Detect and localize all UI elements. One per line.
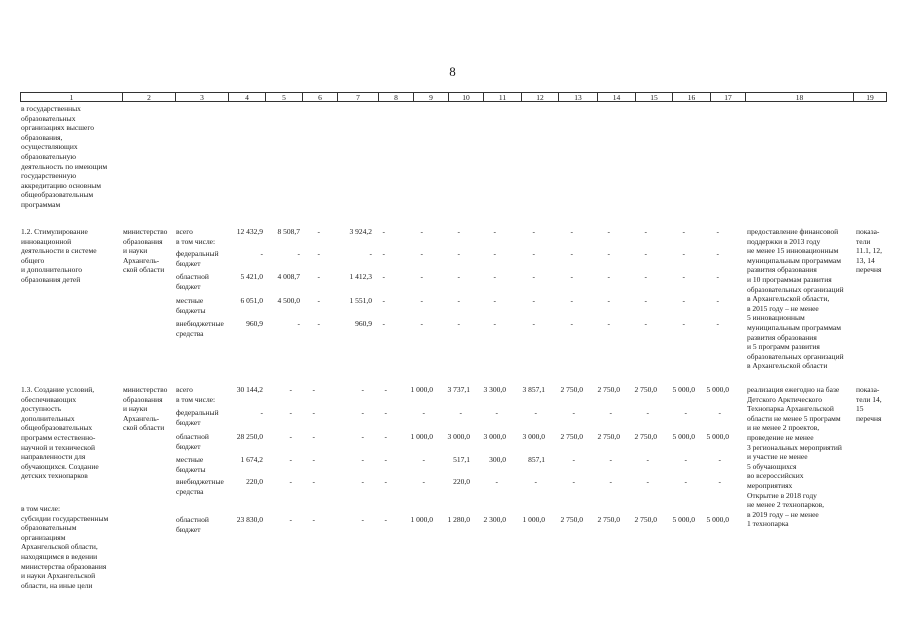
s12-result-line: в 2015 году – не менее [747, 303, 819, 313]
s13-value: - [384, 385, 387, 394]
cont-text-line: образования, [21, 132, 63, 142]
s13-subsidy-line: образовательным [21, 523, 77, 533]
s13-value: - [384, 477, 387, 486]
header-col-19: 19 [853, 92, 887, 102]
s13-subsidy-value: 2 300,0 [483, 515, 506, 524]
s13-value: - [260, 408, 263, 417]
s12-value: 4 500,0 [277, 296, 300, 305]
s13-value: - [646, 455, 649, 464]
s13-source-label: всего [176, 385, 193, 394]
s13-value: - [572, 408, 575, 417]
s13-value: - [684, 408, 687, 417]
s13-source-label: бюджет [176, 441, 201, 451]
s13-name-line: 1.3. Создание условий, [21, 385, 95, 394]
header-col-15: 15 [635, 92, 672, 102]
s13-result-line: 5 обучающихся [747, 461, 797, 471]
s12-value: - [493, 249, 496, 258]
s12-value: 8 508,7 [277, 227, 300, 236]
s13-subsidy-value: 1 000,0 [410, 515, 433, 524]
s12-value: - [532, 272, 535, 281]
s13-result-line: в 2019 году – не менее [747, 509, 819, 519]
s12-value: - [382, 319, 385, 328]
s13-value: 5 000,0 [672, 432, 695, 441]
s13-name-line: программ естественно- [21, 433, 96, 442]
header-col-5: 5 [265, 92, 302, 102]
s13-value: - [718, 408, 721, 417]
s13-result-line: реализация ежегодно на базе [747, 385, 840, 394]
s13-value: 1 000,0 [410, 432, 433, 441]
s13-source-label: федеральный [176, 408, 219, 417]
s13-result-line: 1 технопарка [747, 519, 789, 529]
s12-value: - [644, 272, 647, 281]
s13-subsidy-line: и науки Архангельской [21, 571, 96, 581]
s12-value: 960,9 [355, 319, 372, 328]
s13-value: - [422, 455, 425, 464]
s12-result-line: развития образования [747, 265, 817, 275]
s13-value: - [361, 432, 364, 441]
s12-source-label: областной [176, 272, 209, 281]
s13-subsidy-value: 2 750,0 [560, 515, 583, 524]
s13-subsidy-line: министерства образования [21, 561, 107, 571]
s13-value: 3 000,0 [522, 432, 545, 441]
s12-indicator-line: 13, 14 [856, 255, 875, 265]
s12-value: - [493, 272, 496, 281]
cont-text-line: образовательную [21, 152, 77, 161]
s12-result-line: развития образования [747, 332, 817, 342]
s12-value: 1 412,3 [349, 272, 372, 281]
s13-value: - [361, 455, 364, 464]
s12-value: - [457, 227, 460, 236]
s12-indicator-line: тели [856, 236, 871, 246]
s13-value: 3 300,0 [483, 385, 506, 394]
s13-subsidy-value: 1 280,0 [447, 515, 470, 524]
cont-text-line: организациях высшего [21, 123, 94, 133]
s13-value: - [422, 408, 425, 417]
s13-value: - [718, 477, 721, 486]
s12-value: - [570, 319, 573, 328]
s13-value: - [646, 408, 649, 417]
s12-value: - [382, 296, 385, 305]
s13-value: - [384, 455, 387, 464]
s12-result-line: в Архангельской области [747, 361, 828, 371]
s12-value: - [493, 227, 496, 236]
header-col-10: 10 [448, 92, 483, 102]
s12-result-line: образовательных организаций [747, 351, 844, 361]
cont-text-line: аккредитацию основным [21, 180, 101, 190]
s13-source-label: в том числе: [176, 394, 216, 404]
s13-value: - [572, 455, 575, 464]
s13-subsidy-line: организациям [21, 532, 66, 542]
s12-value: - [682, 249, 685, 258]
header-col-11: 11 [483, 92, 521, 102]
header-col-17: 17 [710, 92, 745, 102]
s12-value: 5 421,0 [240, 272, 263, 281]
s13-result-line: и не менее 2 проектов, [747, 423, 820, 433]
s13-name-line: общеобразовательных [21, 423, 93, 433]
s12-value: - [607, 296, 610, 305]
s12-value: - [369, 249, 372, 258]
s12-value: - [682, 227, 685, 236]
s12-value: - [382, 249, 385, 258]
s13-name-line: доступность [21, 404, 62, 414]
s13-name-line: детских технопарков [21, 471, 88, 481]
s12-result-line: муниципальным программам [747, 255, 841, 265]
s13-value: 28 250,0 [236, 432, 263, 441]
s13-value: - [646, 477, 649, 486]
header-col-9: 9 [413, 92, 448, 102]
s13-subsidy-source-label: областной [176, 515, 209, 524]
s13-executor-line: и науки [123, 404, 148, 414]
s12-value: - [420, 319, 423, 328]
s13-value: - [312, 385, 315, 394]
s12-executor-line: образования [123, 236, 163, 246]
s13-value: - [289, 408, 292, 417]
s13-source-label: средства [176, 486, 204, 496]
s13-indicator-line: перечня [856, 413, 882, 423]
s12-value: - [317, 319, 320, 328]
s13-value: - [718, 455, 721, 464]
s13-name-line: направленности для [21, 452, 86, 462]
s13-value: - [609, 477, 612, 486]
s13-executor-line: министерство [123, 385, 168, 394]
cont-text-line: программам [21, 200, 61, 209]
header-col-13: 13 [558, 92, 597, 102]
s13-source-label: бюджеты [176, 464, 206, 474]
s12-name-line: образования детей [21, 275, 81, 284]
s12-value: - [716, 272, 719, 281]
s13-value: 5 000,0 [672, 385, 695, 394]
s13-value: 517,1 [453, 455, 470, 464]
s12-name-line: инновационной [21, 236, 72, 246]
s12-name-line: общего [21, 255, 45, 265]
s13-value: 2 750,0 [634, 385, 657, 394]
s13-value: 1 000,0 [410, 385, 433, 394]
s13-value: 220,0 [453, 477, 470, 486]
s12-executor-line: ской области [123, 265, 165, 275]
s13-result-line: мероприятиях [747, 481, 793, 490]
s13-value: - [422, 477, 425, 486]
s13-value: - [312, 408, 315, 417]
header-col-18: 18 [745, 92, 853, 102]
s13-result-line: Открытие в 2018 году [747, 490, 817, 500]
s12-result-line: 5 инновационным [747, 313, 805, 323]
cont-text-line: деятельность по имеющим [21, 161, 108, 171]
s13-value: 857,1 [528, 455, 545, 464]
s13-value: 30 144,2 [236, 385, 263, 394]
s12-value: - [570, 272, 573, 281]
s12-result-line: предоставление финансовой [747, 227, 839, 236]
s13-subsidy-value: 2 750,0 [634, 515, 657, 524]
s13-name-line: дополнительных [21, 413, 75, 423]
s13-indicator-line: тели 14, [856, 394, 882, 404]
s13-subsidy-value: - [289, 515, 292, 524]
s12-result-line: поддержки в 2013 году [747, 236, 821, 246]
s12-source-label: бюджет [176, 258, 201, 268]
s12-value: - [420, 272, 423, 281]
s13-value: - [289, 455, 292, 464]
s13-value: - [361, 385, 364, 394]
header-col-6: 6 [302, 92, 337, 102]
s13-value: 2 750,0 [634, 432, 657, 441]
s12-value: - [297, 319, 300, 328]
s13-value: - [684, 455, 687, 464]
s13-executor-line: образования [123, 394, 163, 404]
cont-text-line: в государственных [21, 104, 81, 113]
header-col-1: 1 [20, 92, 122, 102]
cont-text-line: образовательных [21, 113, 76, 123]
s13-value: 2 750,0 [560, 432, 583, 441]
s12-result-line: муниципальным программам [747, 323, 841, 332]
s12-value: - [644, 296, 647, 305]
s13-value: 3 000,0 [483, 432, 506, 441]
s13-value: 1 674,2 [240, 455, 263, 464]
s12-value: - [532, 319, 535, 328]
s12-name-line: 1.2. Стимулирование [21, 227, 88, 236]
s12-indicator-line: показа- [856, 227, 880, 236]
s12-value: - [607, 227, 610, 236]
s12-value: - [570, 296, 573, 305]
s13-value: 2 750,0 [597, 432, 620, 441]
s12-value: - [382, 227, 385, 236]
s13-subsidy-value: 1 000,0 [522, 515, 545, 524]
s12-executor-line: министерство [123, 227, 168, 236]
s12-value: - [716, 319, 719, 328]
s13-value: 220,0 [246, 477, 263, 486]
s13-result-line: 3 региональных мероприятий [747, 442, 842, 452]
cont-text-line: общеобразовательным [21, 190, 94, 200]
header-col-3: 3 [175, 92, 228, 102]
s13-value: - [609, 408, 612, 417]
s12-value: - [317, 296, 320, 305]
s12-value: - [644, 319, 647, 328]
s13-value: - [495, 408, 498, 417]
s13-value: 5 000,0 [706, 385, 729, 394]
s13-executor-line: ской области [123, 423, 165, 433]
s12-value: - [493, 296, 496, 305]
s12-source-label: бюджеты [176, 305, 206, 315]
s12-value: 960,9 [246, 319, 263, 328]
s13-value: 5 000,0 [706, 432, 729, 441]
s13-source-label: областной [176, 432, 209, 441]
s13-subsidy-value: 2 750,0 [597, 515, 620, 524]
s12-value: - [570, 227, 573, 236]
s12-value: - [317, 227, 320, 236]
s12-source-label: бюджет [176, 281, 201, 291]
s12-source-label: местные [176, 296, 204, 305]
s13-value: - [312, 477, 315, 486]
s12-source-label: всего [176, 227, 193, 236]
s13-subsidy-line: находящимся в ведении [21, 552, 98, 561]
s12-value: - [716, 296, 719, 305]
s12-result-line: и 10 программам развития [747, 275, 832, 284]
s12-value: - [420, 296, 423, 305]
s13-subsidy-value: 5 000,0 [706, 515, 729, 524]
s12-value: - [493, 319, 496, 328]
s13-value: - [534, 408, 537, 417]
s13-value: - [289, 432, 292, 441]
s12-value: 4 008,7 [277, 272, 300, 281]
header-col-12: 12 [521, 92, 558, 102]
header-col-16: 16 [672, 92, 710, 102]
s12-value: - [532, 227, 535, 236]
s12-value: - [457, 296, 460, 305]
s13-value: 3 000,0 [447, 432, 470, 441]
s13-value: - [384, 432, 387, 441]
s12-value: 3 924,2 [349, 227, 372, 236]
s13-value: - [534, 477, 537, 486]
s13-subsidy-value: - [312, 515, 315, 524]
s13-result-line: не менее 2 технопарков, [747, 500, 825, 510]
s12-name-line: деятельности в системе [21, 246, 97, 256]
s13-subsidy-line: Архангельской области, [21, 542, 98, 552]
s12-value: - [716, 249, 719, 258]
s13-value: - [361, 477, 364, 486]
s13-value: - [312, 432, 315, 441]
s12-value: - [532, 296, 535, 305]
s12-value: - [682, 296, 685, 305]
s12-indicator-line: 11.1, 12, [856, 246, 882, 256]
s12-source-label: федеральный [176, 249, 219, 258]
s12-value: - [260, 249, 263, 258]
header-col-8: 8 [378, 92, 413, 102]
s13-value: - [459, 408, 462, 417]
s13-value: - [289, 385, 292, 394]
s12-source-label: в том числе: [176, 236, 216, 246]
s12-value: 12 432,9 [236, 227, 263, 236]
s13-value: - [572, 477, 575, 486]
s13-result-line: области не менее 5 программ [747, 413, 841, 423]
s12-value: - [382, 272, 385, 281]
s13-subsidy-value: 23 830,0 [236, 515, 263, 524]
s12-executor-line: Архангель- [123, 255, 160, 265]
s13-value: - [609, 455, 612, 464]
s12-value: - [297, 249, 300, 258]
s12-value: - [682, 272, 685, 281]
s13-value: - [289, 477, 292, 486]
s12-value: - [644, 227, 647, 236]
s12-value: - [570, 249, 573, 258]
s13-source-label: местные [176, 455, 204, 464]
s12-value: - [644, 249, 647, 258]
s13-value: - [684, 477, 687, 486]
s13-value: 300,0 [489, 455, 506, 464]
s12-name-line: и дополнительного [21, 265, 83, 275]
s13-executor-line: Архангель- [123, 413, 160, 423]
s12-value: - [420, 249, 423, 258]
page-number: 8 [449, 64, 456, 79]
s13-value: - [495, 477, 498, 486]
s13-name-line: обучающихся. Создание [21, 461, 99, 471]
s12-value: 6 051,0 [240, 296, 263, 305]
s13-name-line: научной и технической [21, 442, 95, 452]
s13-name-line: обеспечивающих [21, 394, 77, 404]
s13-source-label: внебюджетные [176, 477, 224, 486]
cont-text-line: осуществляющих [21, 142, 78, 152]
s13-result-line: во всероссийских [747, 471, 804, 481]
table-header [20, 92, 887, 102]
s12-source-label: средства [176, 328, 204, 338]
s13-result-line: проведение не менее [747, 433, 814, 442]
s12-value: - [317, 249, 320, 258]
s12-result-line: не менее 15 инновационным [747, 246, 839, 256]
s12-value: - [457, 319, 460, 328]
s13-subsidy-source-label: бюджет [176, 524, 201, 534]
s13-value: 2 750,0 [560, 385, 583, 394]
s12-result-line: образовательных организаций [747, 284, 844, 294]
header-col-7: 7 [337, 92, 378, 102]
s12-result-line: в Архангельской области, [747, 294, 830, 304]
s13-value: - [312, 455, 315, 464]
s13-source-label: бюджет [176, 417, 201, 427]
s12-value: - [716, 227, 719, 236]
s12-value: - [317, 272, 320, 281]
s13-value: 3 857,1 [522, 385, 545, 394]
s12-value: - [457, 272, 460, 281]
s13-result-line: и участие не менее [747, 452, 808, 462]
s13-value: 3 737,1 [447, 385, 470, 394]
s13-indicator-line: показа- [856, 385, 880, 394]
s13-subsidy-value: - [384, 515, 387, 524]
s12-value: - [682, 319, 685, 328]
s12-executor-line: и науки [123, 246, 148, 256]
s12-value: - [457, 249, 460, 258]
s13-value: - [384, 408, 387, 417]
s13-subsidy-line: области, на иные цели [21, 580, 93, 590]
s12-value: - [607, 272, 610, 281]
cont-text-line: государственную [21, 171, 77, 181]
header-col-2: 2 [122, 92, 175, 102]
s13-indicator-line: 15 [856, 404, 864, 414]
header-col-14: 14 [597, 92, 635, 102]
s13-subsidy-value: - [361, 515, 364, 524]
s13-subsidy-line: в том числе: [21, 504, 61, 513]
s12-source-label: внебюджетные [176, 319, 224, 328]
s12-result-line: и 5 программ развития [747, 342, 820, 352]
s12-value: - [420, 227, 423, 236]
s13-result-line: Технопарка Архангельской [747, 404, 834, 414]
s13-result-line: Детского Арктического [747, 394, 823, 404]
s12-indicator-line: перечня [856, 265, 882, 275]
s12-value: - [607, 249, 610, 258]
s13-subsidy-value: 5 000,0 [672, 515, 695, 524]
header-col-4: 4 [228, 92, 265, 102]
s13-value: - [361, 408, 364, 417]
s13-value: 2 750,0 [597, 385, 620, 394]
s13-subsidy-line: субсидии государственным [21, 513, 109, 523]
s12-value: - [532, 249, 535, 258]
s12-value: 1 551,0 [349, 296, 372, 305]
s12-value: - [607, 319, 610, 328]
